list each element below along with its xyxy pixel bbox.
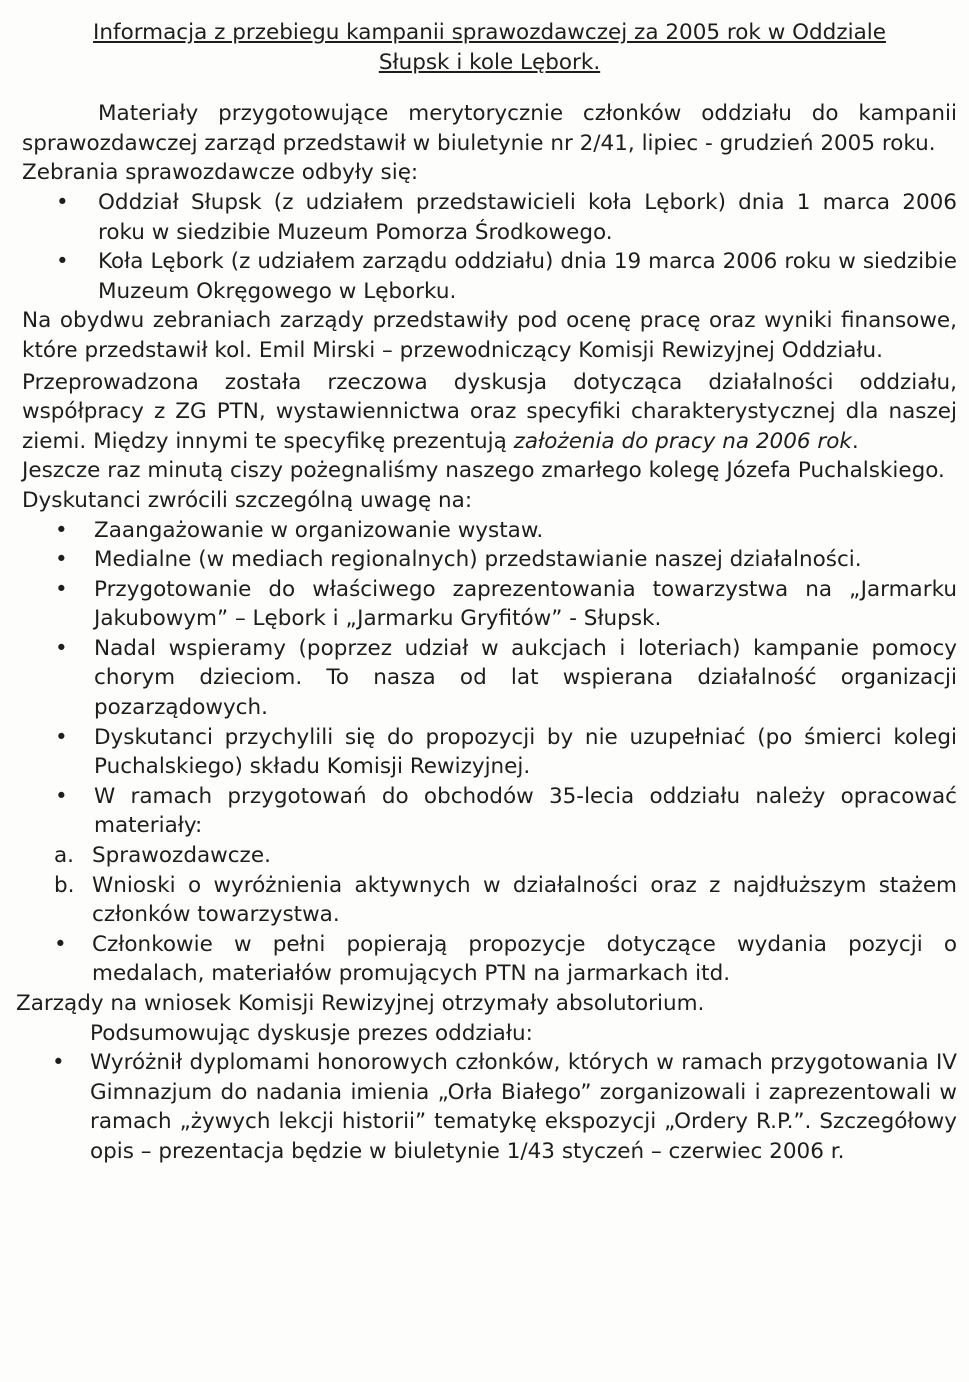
list-marker: a. bbox=[54, 843, 75, 869]
list-item: • Medialne (w mediach regionalnych) przedstawianie naszej działalności. bbox=[22, 545, 957, 575]
absolutorium-paragraph: Zarządy na wniosek Komisji Rewizyjnej otrzymały absolutorium. bbox=[16, 991, 705, 1016]
support-list bbox=[22, 930, 957, 989]
bullet-icon: • bbox=[55, 635, 68, 661]
bullet-icon: • bbox=[56, 189, 69, 215]
list-item: • Wyróżnił dyplomami honorowych członków, których w ramach przygotowania IV Gimnazjum do nadania imienia „Orła Białego” zorganizowali i zaprezentowali w ramach „żywych lekcji historii” tematykę ekspozycji „Ordery R.P.”. Szczegółowy opis – prezentacja będzie w biuletynie 1/43 styczeń – czerwiec 2006 r. bbox=[52, 1050, 957, 1164]
list-item: • Dyskutanci przychylili się do propozycji by nie uzupełniać (po śmierci kolegi Puchalskiego) składu Komisji Rewizyjnej. bbox=[55, 724, 957, 780]
bullet-icon: • bbox=[55, 547, 68, 573]
bullet-icon: • bbox=[52, 1050, 65, 1076]
materials-list bbox=[22, 841, 957, 930]
list-item: • Koła Lębork (z udziałem zarządu oddziału) dnia 19 marca 2006 roku w siedzibie Muzeum Okręgowego w Lęborku. bbox=[56, 249, 957, 304]
list-item: • Członkowie w pełni popierają propozycje dotyczące wydania pozycji o medalach, materiałów promujących PTN na jarmarkach itd. bbox=[54, 931, 957, 987]
attention-list bbox=[22, 516, 957, 842]
bullet-icon: • bbox=[55, 517, 68, 543]
bullet-icon: • bbox=[55, 724, 68, 750]
bullet-icon: • bbox=[56, 249, 69, 275]
memory-paragraph: Jeszcze raz minutą ciszy pożegnaliśmy naszego zmarłego kolegę Józefa Puchalskiego. bbox=[22, 458, 945, 484]
meetings-lead: Zebrania sprawozdawcze odbyły się: bbox=[22, 160, 419, 186]
title-line-1: Informacja z przebiegu kampanii sprawozdawczej za 2005 rok w Oddziale bbox=[93, 20, 886, 45]
discussion-paragraph: Przeprowadzona została rzeczowa dyskusja dotycząca działalności oddziału, współpracy z ZG PTN, wystawiennictwa oraz specyfiki charakterystycznej dla naszej ziemi. Między innymi te specyfikę prezentują założenia do pracy na 2006 rok. bbox=[22, 369, 957, 454]
list-item: • Zaangażowanie w organizowanie wystaw. bbox=[22, 516, 957, 546]
evaluation-paragraph: Na obydwu zebraniach zarządy przedstawiły pod ocenę pracę oraz wyniki finansowe, które przedstawił kol. Emil Mirski – przewodniczący Komisji Rewizyjnej Oddziału. bbox=[22, 308, 957, 363]
list-item: • W ramach przygotowań do obchodów 35-lecia oddziału należy opracować materiały: bbox=[55, 783, 957, 839]
list-item: b. Wnioski o wyróżnienia aktywnych w działalności oraz z najdłuższym stażem członków towarzystwa. bbox=[54, 872, 957, 928]
intro-paragraph: Materiały przygotowujące merytorycznie członków oddziału do kampanii sprawozdawczej zarząd przedstawił w biuletynie nr 2/41, lipiec - grudzień 2005 roku. bbox=[22, 101, 957, 156]
summary-list bbox=[22, 1048, 957, 1166]
list-marker: b. bbox=[54, 872, 75, 898]
bullet-icon: • bbox=[54, 931, 67, 957]
list-item: a. Sprawozdawcze. bbox=[22, 841, 957, 871]
list-item: • Nadal wspieramy (poprzez udział w aukcjach i loteriach) kampanie pomocy chorym dzieciom. To nasza od lat wspierana działalność organizacji pozarządowych. bbox=[55, 635, 957, 721]
summary-lead: Podsumowując dyskusje prezes oddziału: bbox=[90, 1020, 533, 1046]
list-item: • Oddział Słupsk (z udziałem przedstawicieli koła Lębork) dnia 1 marca 2006 roku w siedzibie Muzeum Pomorza Środkowego. bbox=[56, 189, 957, 245]
meetings-list bbox=[22, 188, 957, 306]
bullet-icon: • bbox=[55, 576, 68, 602]
list-item: • Przygotowanie do właściwego zaprezentowania towarzystwa na „Jarmarku Jakubowym” – Lębork i „Jarmarku Gryfitów” - Słupsk. bbox=[55, 576, 957, 632]
title-line-2: Słupsk i kole Lębork. bbox=[378, 49, 601, 75]
bullet-icon: • bbox=[55, 783, 68, 809]
plan-reference: założenia do pracy na 2006 rok bbox=[513, 428, 852, 454]
document-title bbox=[22, 18, 957, 77]
attention-lead: Dyskutanci zwrócili szczególną uwagę na: bbox=[22, 487, 473, 513]
